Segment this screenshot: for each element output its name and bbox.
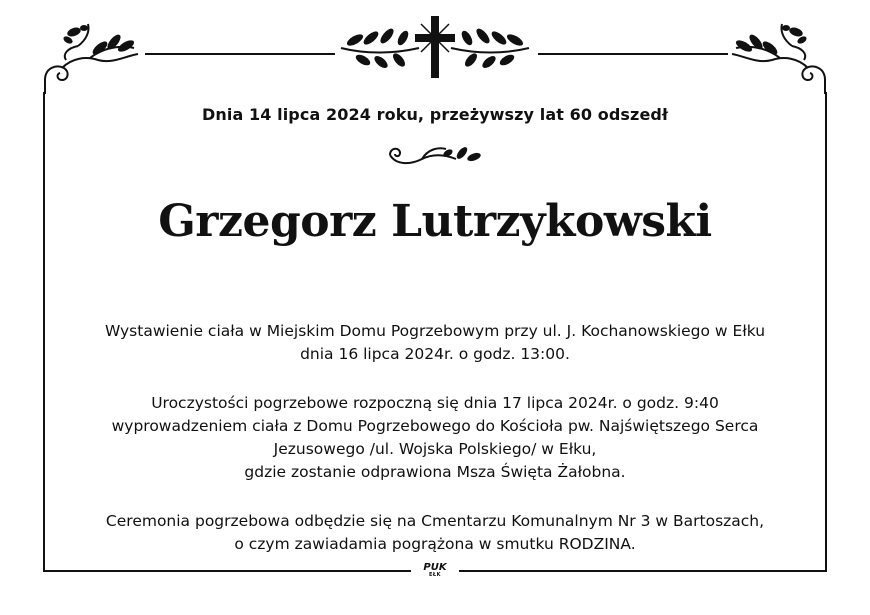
paragraph-line: gdzie zostanie odprawiona Msza Święta Żałobna. bbox=[244, 463, 626, 481]
paragraph-line: dnia 16 lipca 2024r. o godz. 13:00. bbox=[300, 345, 570, 363]
paragraph-line: o czym zawiadamia pogrążona w smutku RODZINA. bbox=[234, 535, 636, 553]
frame-left-border bbox=[43, 92, 45, 572]
logo-name: PUK bbox=[423, 562, 447, 573]
paragraph-line: Ceremonia pogrzebowa odbędzie się na Cmentarzu Komunalnym Nr 3 w Bartoszach, bbox=[105, 512, 765, 530]
divider-vine-icon bbox=[386, 143, 486, 169]
corner-flourish-left-icon bbox=[38, 18, 148, 94]
paragraph-viewing bbox=[50, 320, 820, 366]
frame-bottom-border-left bbox=[43, 570, 411, 572]
frame-right-border bbox=[825, 92, 827, 572]
paragraph-line: wyprowadzeniem ciała z Domu Pogrzebowego do Kościoła pw. Najświętszego Serca bbox=[111, 417, 759, 435]
paragraph-line: Wystawienie ciała w Miejskim Domu Pogrzebowym przy ul. J. Kochanowskiego w Ełku bbox=[104, 322, 766, 340]
paragraph-ceremony bbox=[50, 392, 820, 484]
corner-flourish-right-icon bbox=[722, 18, 832, 94]
top-rule-right bbox=[538, 53, 728, 55]
cross-with-laurel-icon bbox=[335, 14, 535, 80]
top-rule-left bbox=[145, 53, 335, 55]
deceased-name: Grzegorz Lutrzykowski bbox=[158, 196, 712, 247]
paragraph-line: Jezusowego /ul. Wojska Polskiego/ w Ełku, bbox=[273, 440, 597, 458]
paragraph-line: Uroczystości pogrzebowe rozpoczną się dnia 17 lipca 2024r. o godz. 9:40 bbox=[151, 394, 719, 412]
frame-bottom-border-right bbox=[459, 570, 827, 572]
puk-logo bbox=[412, 563, 458, 578]
intro-line: Dnia 14 lipca 2024 roku, przeżywszy lat 60 odszedł bbox=[201, 105, 669, 124]
paragraph-burial bbox=[50, 510, 820, 556]
logo-city: EŁK bbox=[428, 572, 441, 578]
